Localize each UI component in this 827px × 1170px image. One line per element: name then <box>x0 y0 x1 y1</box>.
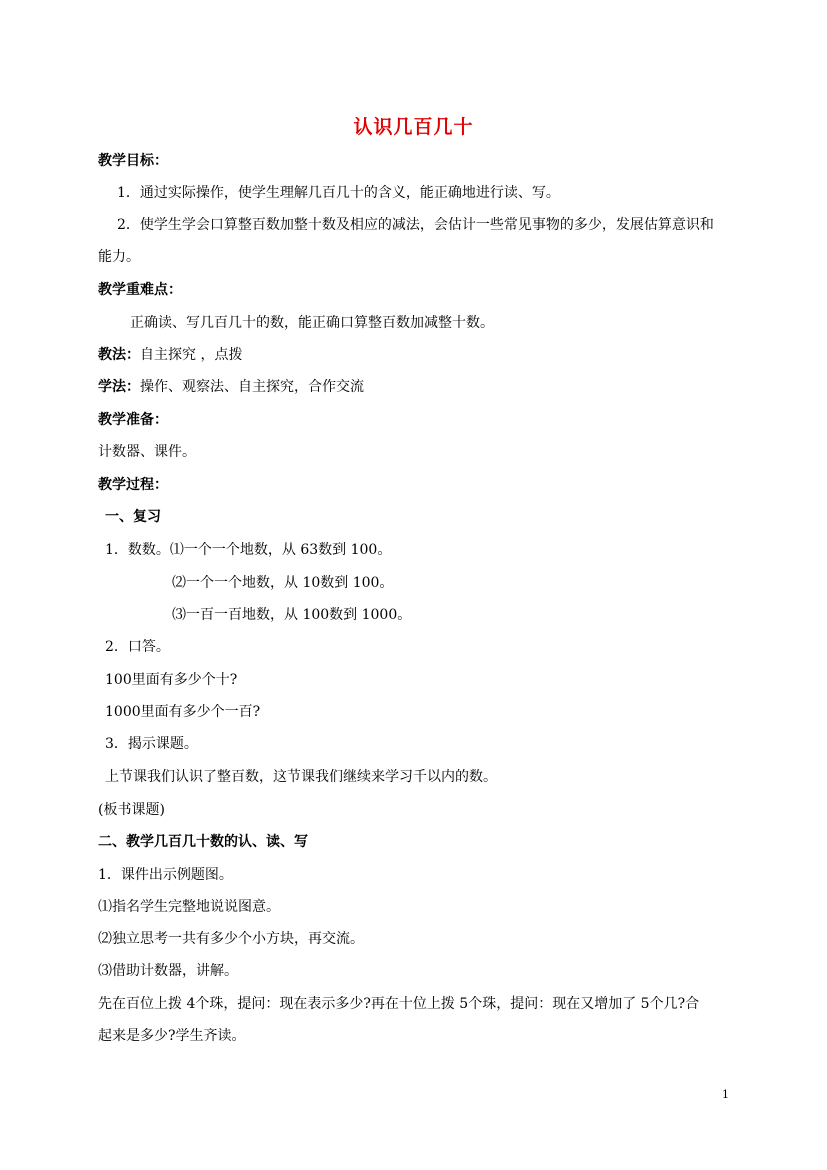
objective-1: 1．通过实际操作，使学生理解几百几十的含义，能正确地进行读、写。 <box>117 185 560 201</box>
objective-2-line-2: 能力。 <box>98 249 140 265</box>
process-heading: 教学过程： <box>98 477 168 493</box>
document-title: 认识几百几十 <box>353 116 474 138</box>
preparation-heading: 教学准备： <box>98 412 168 428</box>
key-points-text: 正确读、写几百几十的数，能正确口算整百数加减整十数。 <box>130 315 494 331</box>
review-item-1: 1．数数。⑴一个一个地数，从 63数到 100。 <box>105 542 392 558</box>
section-2-heading: 二、教学几百几十数的认、读、写 <box>98 834 308 850</box>
teaching-method-label: 教法： <box>98 347 140 363</box>
objective-2-line-1: 2．使学生学会口算整百数加整十数及相应的减法，会估计一些常见事物的多少，发展估算意识和 <box>117 217 714 233</box>
key-points-heading: 教学重难点： <box>98 282 182 298</box>
review-item-2: 2．口答。 <box>105 639 170 655</box>
review-item-1b: ⑵一个一个地数，从 10数到 100。 <box>172 575 394 591</box>
explanation-line-2: 起来是多少?学生齐读。 <box>98 1028 246 1044</box>
preparation-text: 计数器、课件。 <box>98 444 196 460</box>
question-1: 100里面有多少个十? <box>105 672 238 688</box>
section-1-heading: 一、复习 <box>105 509 161 525</box>
step-1c: ⑶借助计数器，讲解。 <box>98 963 238 979</box>
intro-text: 上节课我们认识了整百数，这节课我们继续来学习千以内的数。 <box>105 769 497 785</box>
learning-method <box>98 378 364 396</box>
review-item-1c: ⑶一百一百地数，从 100数到 1000。 <box>172 607 412 623</box>
question-2: 1000里面有多少个一百? <box>105 704 261 720</box>
step-1: 1．课件出示例题图。 <box>98 867 233 883</box>
learning-method-text: 操作、观察法、自主探究，合作交流 <box>140 379 364 395</box>
page-number: 1 <box>722 1088 729 1101</box>
explanation-line-1: 先在百位上拨 4个珠，提问：现在表示多少?再在十位上拨 5个珠，提问：现在又增加了 5个几?合 <box>98 996 700 1012</box>
review-item-3: 3．揭示课题。 <box>105 736 198 752</box>
objectives-heading: 教学目标： <box>98 153 168 169</box>
learning-method-label: 学法： <box>98 379 140 395</box>
board-title: (板书课题) <box>98 802 165 818</box>
step-1b: ⑵独立思考一共有多少个小方块，再交流。 <box>98 931 364 947</box>
step-1a: ⑴指名学生完整地说说图意。 <box>98 899 280 915</box>
teaching-method-text: 自主探究 ，点拨 <box>140 347 243 363</box>
teaching-method <box>98 346 242 364</box>
